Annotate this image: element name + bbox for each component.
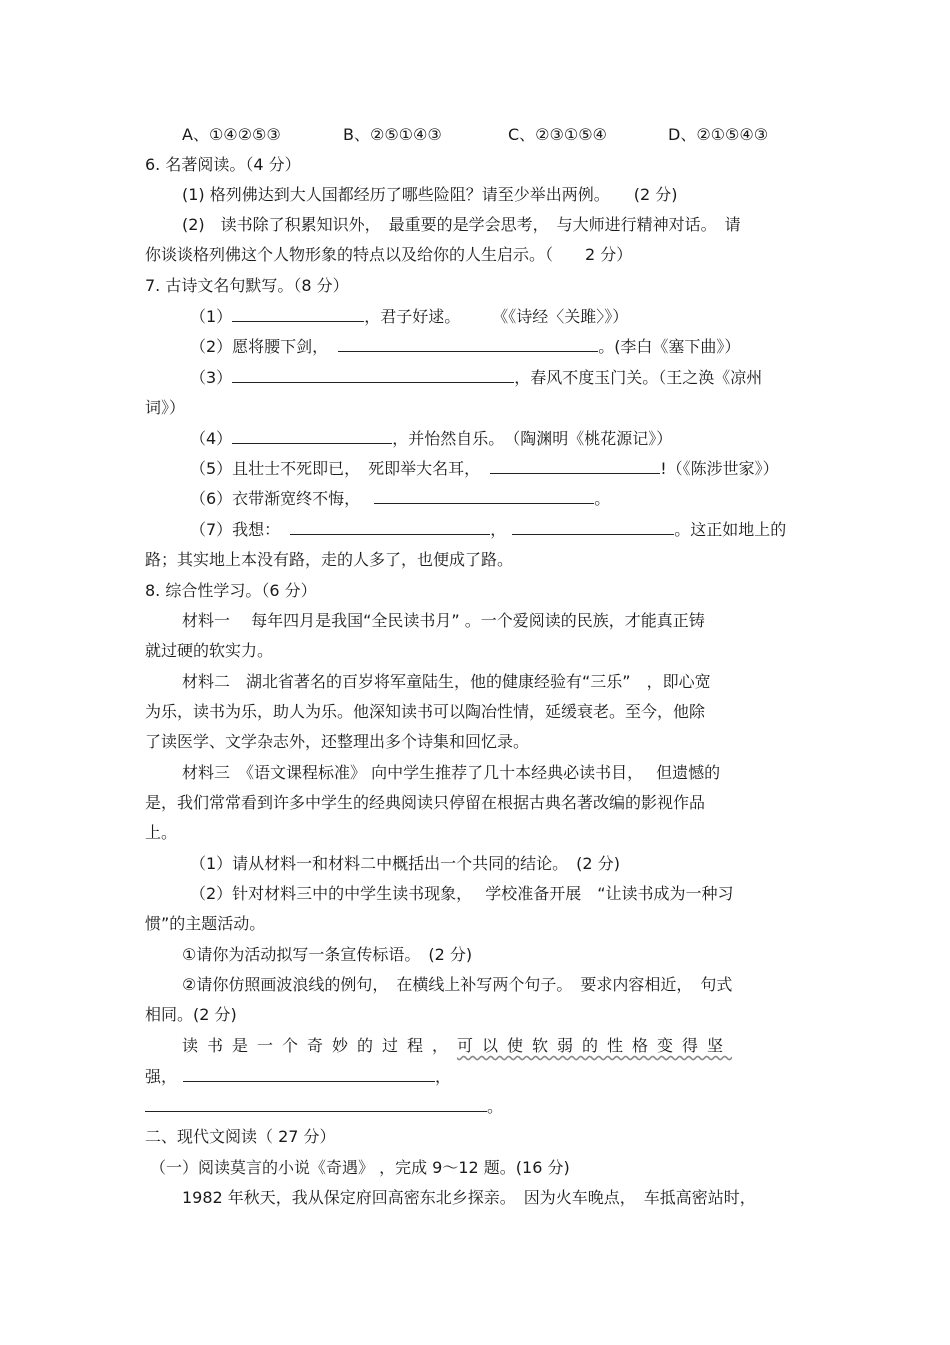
q7-title: 7. 古诗文名句默写。（8 分） bbox=[145, 276, 349, 295]
material-1-line2: 就过硬的软实力。 bbox=[145, 641, 274, 660]
blank-line[interactable] bbox=[232, 368, 514, 383]
material-1-line1: 材料一 每年四月是我国“全民读书月” 。一个爱阅读的民族，才能真正铸 bbox=[182, 611, 705, 630]
q7-item6 bbox=[190, 488, 610, 510]
q7-item1-text: ，君子好逑。 《《诗经〈关雎〉》） bbox=[364, 307, 629, 326]
example-end: 。 bbox=[487, 1097, 504, 1116]
section-2-subtitle: （一）阅读莫言的小说《奇遇》 ，完成 9～12 题。(16 分) bbox=[150, 1158, 570, 1177]
option-c: C、②③①⑤④ bbox=[508, 125, 607, 144]
blank-line[interactable] bbox=[290, 520, 490, 535]
blank-line[interactable] bbox=[512, 520, 674, 535]
material-2-line2: 为乐，读书为乐，助人为乐。他深知读书可以陶冶性情，延缓衰老。至今，他除 bbox=[145, 702, 706, 721]
q7-item7 bbox=[190, 519, 786, 541]
q7-item3 bbox=[190, 367, 762, 389]
example-plain: 读书是一个奇妙的过程， bbox=[182, 1036, 458, 1055]
q6-part2-line1: (2) 读书除了积累知识外， 最重要的是学会思考， 与大师进行精神对话。 请 bbox=[182, 215, 741, 234]
example-sentence bbox=[182, 1035, 732, 1057]
q8-sub2-b-line1: ②请你仿照画波浪线的例句， 在横线上补写两个句子。 要求内容相近， 句式 bbox=[182, 975, 733, 994]
q6-part1: (1) 格列佛达到大人国都经历了哪些险阻？请至少举出两例。 (2 分) bbox=[182, 185, 678, 204]
q7-item2-text: （2）愿将腰下剑， bbox=[190, 337, 329, 356]
q8-sub2-a: ①请你为活动拟写一条宣传标语。 (2 分) bbox=[182, 945, 473, 964]
q7-item6-text: （6）衣带渐宽终不悔， bbox=[190, 489, 361, 508]
blank-line[interactable] bbox=[232, 307, 364, 322]
material-3-line1: 材料三 《语文课程标准》 向中学生推荐了几十本经典必读书目， 但遗憾的 bbox=[182, 763, 721, 782]
q7-item4 bbox=[190, 428, 672, 450]
q6-part2-line2: 你谈谈格列佛这个人物形象的特点以及给你的人生启示。（ 2 分） bbox=[145, 245, 633, 264]
q7-item3-cont: 词》） bbox=[145, 398, 186, 417]
q6-title: 6. 名著阅读。（4 分） bbox=[145, 155, 301, 174]
blank-line[interactable] bbox=[145, 1097, 487, 1112]
q7-item7-text: （7）我想： bbox=[190, 520, 281, 539]
q7-item5-text: （5）且壮士不死即已， 死即举大名耳， bbox=[190, 459, 481, 478]
material-3-line3: 上。 bbox=[145, 823, 178, 842]
blank-line[interactable] bbox=[338, 337, 598, 352]
q7-item3-num: （3） bbox=[190, 368, 233, 387]
material-2-line3: 了读医学、文学杂志外，还整理出多个诗集和回忆录。 bbox=[145, 732, 530, 751]
q7-item3-text: ，春风不度玉门关。（王之涣《凉州 bbox=[514, 368, 763, 387]
example-line2 bbox=[145, 1066, 451, 1088]
blank-line[interactable] bbox=[490, 459, 660, 474]
q7-item1 bbox=[190, 306, 628, 328]
q8-title: 8. 综合性学习。（6 分） bbox=[145, 581, 317, 600]
example-line3 bbox=[145, 1096, 503, 1118]
blank-line[interactable] bbox=[183, 1067, 435, 1082]
q8-sub2-line2: 惯”的主题活动。 bbox=[145, 914, 266, 933]
q7-item4-num: （4） bbox=[190, 429, 233, 448]
option-d: D、②①⑤④③ bbox=[668, 125, 769, 144]
q7-item1-num: （1） bbox=[190, 307, 233, 326]
blank-line[interactable] bbox=[374, 489, 594, 504]
q7-item5-source: !（《陈涉世家》） bbox=[660, 459, 779, 478]
option-b: B、②⑤①④③ bbox=[343, 125, 442, 144]
q7-item2-source: 。(李白《塞下曲》） bbox=[598, 337, 741, 356]
example-cont: 强， bbox=[145, 1067, 178, 1086]
example-comma: ， bbox=[435, 1067, 452, 1086]
q7-item7-tail: 。这正如地上的 bbox=[674, 520, 787, 539]
q7-item2 bbox=[190, 336, 740, 358]
option-a: A、①④②⑤③ bbox=[182, 125, 281, 144]
q8-sub1: （1）请从材料一和材料二中概括出一个共同的结论。 (2 分) bbox=[190, 854, 620, 873]
section-2-title: 二、现代文阅读（ 27 分） bbox=[145, 1127, 336, 1146]
blank-line[interactable] bbox=[232, 429, 392, 444]
q7-item5 bbox=[190, 458, 779, 480]
q7-item7-comma: ， bbox=[490, 520, 507, 539]
material-3-line2: 是，我们常常看到许多中学生的经典阅读只停留在根据古典名著改编的影视作品 bbox=[145, 793, 706, 812]
material-2-line1: 材料二 湖北省著名的百岁将军童陆生，他的健康经验有“三乐” ，即心宽 bbox=[182, 672, 711, 691]
q7-item6-end: 。 bbox=[594, 489, 611, 508]
q8-sub2-line1: （2）针对材料三中的中学生读书现象， 学校准备开展 “让读书成为一种习 bbox=[190, 884, 734, 903]
section-2-paragraph: 1982 年秋天，我从保定府回高密东北乡探亲。 因为火车晚点， 车抵高密站时， bbox=[182, 1188, 756, 1207]
q8-sub2-b-line2: 相同。(2 分) bbox=[145, 1005, 237, 1024]
q7-item4-text: ，并怡然自乐。 （陶渊明《桃花源记》） bbox=[392, 429, 673, 448]
example-wavy: 可以使软弱的性格变得坚 bbox=[457, 1036, 733, 1055]
q7-item7-cont: 路；其实地上本没有路，走的人多了，也便成了路。 bbox=[145, 550, 514, 569]
